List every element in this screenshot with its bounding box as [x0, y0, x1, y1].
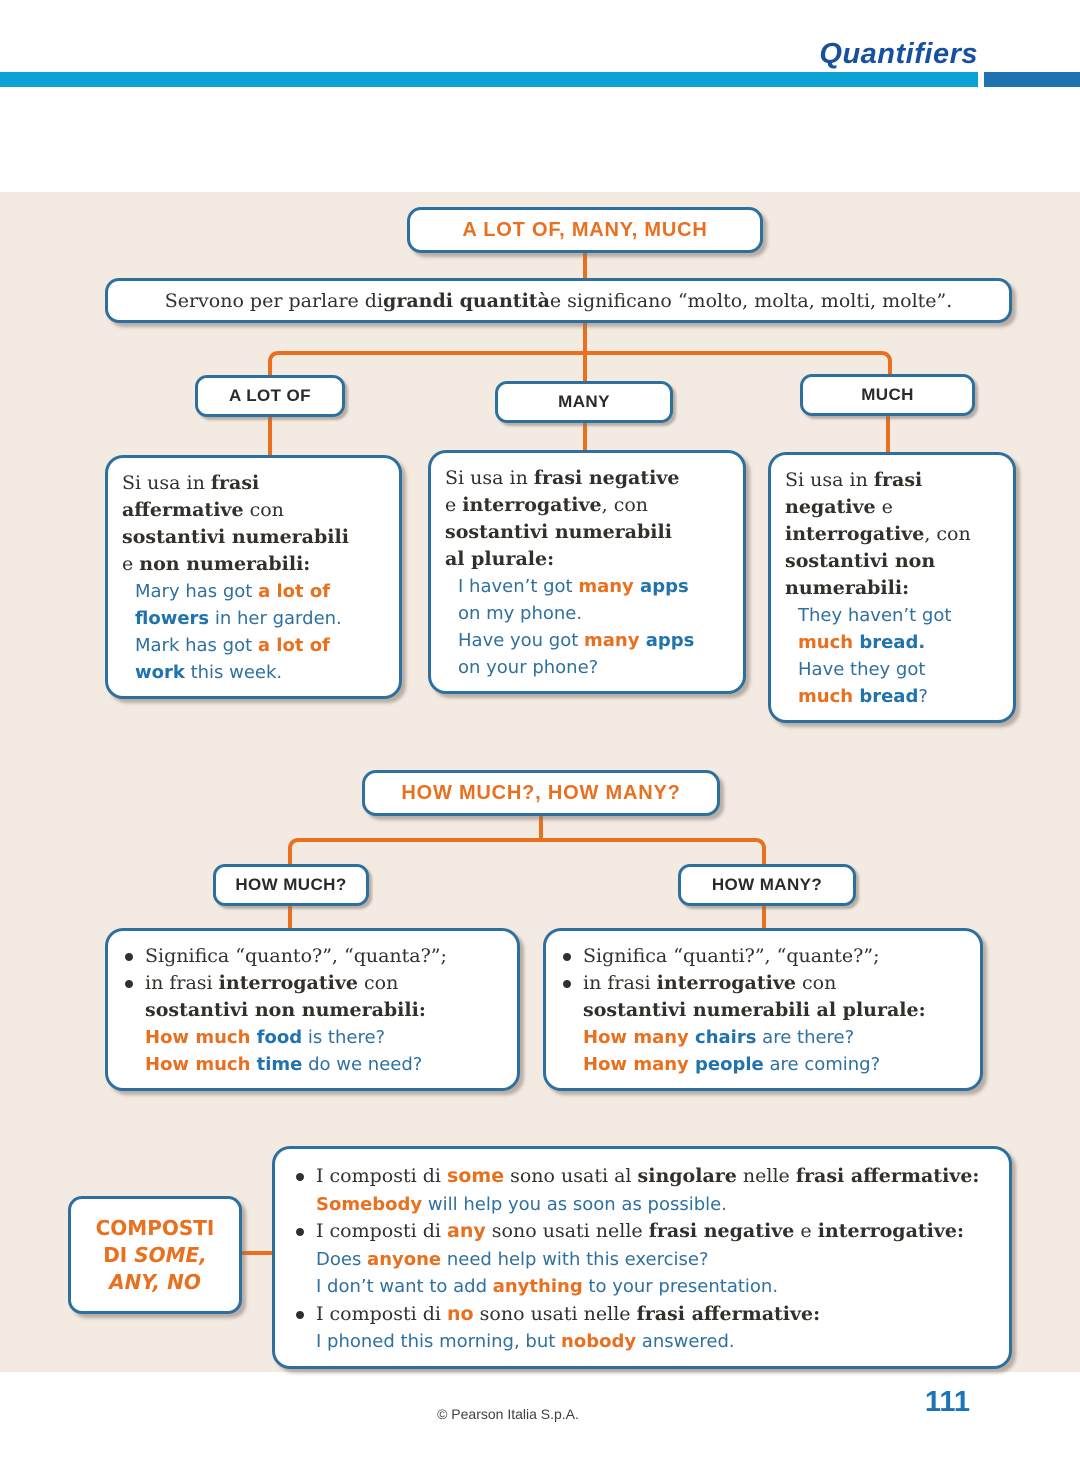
text-segment: chairs [695, 1027, 757, 1048]
text-segment: frasi affermative: [795, 1165, 980, 1187]
branch-label-a-lot-of: A LOT OF [195, 375, 345, 417]
bullet-dot [563, 953, 571, 961]
text-segment: How much [145, 1027, 257, 1048]
connector-line [539, 814, 543, 840]
text-segment: Mary has got [135, 581, 259, 602]
example-line [122, 632, 389, 659]
text-segment: flowers [135, 608, 210, 629]
example-line [122, 578, 389, 605]
branch-label-many: MANY [495, 381, 673, 423]
example-line [785, 683, 1003, 710]
rule-box-a-lot-of [105, 455, 402, 699]
bullet-dot [563, 980, 571, 988]
example-line [122, 659, 389, 686]
connector-rail [268, 351, 892, 377]
rule-line [785, 467, 1003, 494]
connector-line [583, 421, 587, 453]
continuation-line [558, 997, 972, 1024]
text-segment: con [795, 972, 837, 994]
text-segment: Does [316, 1248, 368, 1270]
text-segment: sostantivi numerabili [122, 526, 349, 548]
text-segment: a lot of [258, 581, 331, 602]
example-line [291, 1273, 999, 1301]
text-segment: need help with this exercise? [441, 1248, 709, 1270]
connector-line [583, 251, 587, 280]
text-segment: any [447, 1220, 486, 1242]
text-segment: a lot of [257, 635, 330, 656]
text-segment: interrogative [462, 494, 602, 516]
text-segment: sostantivi numerabili al plurale: [583, 999, 926, 1021]
text-segment: sostantivi numerabili [445, 521, 672, 543]
text-segment: Significa “quanti?”, “quante?”; [583, 945, 880, 967]
text-segment: in frasi [145, 972, 219, 994]
text-segment: bread. [859, 632, 926, 653]
text-segment: SOME, [134, 1242, 207, 1267]
example-line [120, 1024, 509, 1051]
text-segment: some [447, 1165, 505, 1187]
text-segment: nobody [561, 1331, 637, 1352]
text-segment: in her garden. [209, 608, 342, 629]
text-segment: al plurale: [445, 548, 555, 570]
connector-line [762, 904, 766, 930]
header-rule-dark [984, 72, 1080, 87]
text-segment: e [794, 1220, 818, 1242]
example-line [785, 602, 1003, 629]
text-segment: frasi negative [533, 467, 680, 489]
label-line [96, 1215, 215, 1242]
text-segment: e [445, 494, 463, 516]
text-segment: singolare [637, 1165, 737, 1187]
text-segment: , con [601, 494, 649, 516]
text-segment: anything [492, 1276, 583, 1297]
branch-label-how-many: HOW MANY? [678, 864, 856, 906]
text-segment: Somebody [316, 1193, 423, 1215]
rule-box-how-many [543, 928, 983, 1091]
bullet-item [120, 970, 509, 997]
continuation-line [120, 997, 509, 1024]
text-segment: is there? [302, 1027, 386, 1048]
text-segment: , con [924, 523, 971, 545]
text-segment: sono usati nelle [473, 1302, 637, 1325]
text-segment: interrogative [785, 523, 925, 545]
text-segment: answered. [636, 1331, 735, 1352]
label-line [103, 1242, 207, 1269]
page-number: 111 [924, 1386, 970, 1418]
text-segment: interrogative [656, 972, 796, 994]
text-segment: interrogative: [817, 1220, 965, 1242]
bullet-dot [125, 953, 133, 961]
text-segment: many [578, 576, 641, 597]
text-segment: How many [583, 1054, 696, 1075]
text-segment: do we need? [302, 1054, 423, 1075]
text-segment: How much [145, 1054, 257, 1075]
rule-line [785, 494, 1003, 521]
rule-box-much [768, 452, 1016, 723]
bullet-item [558, 943, 972, 970]
example-line [445, 573, 733, 600]
example-line [445, 600, 733, 627]
text-segment: work [135, 662, 185, 683]
text-segment: Have they got [798, 659, 926, 680]
text-segment: COMPOSTI [95, 1215, 215, 1240]
rule-line [122, 470, 389, 497]
section-title-a-lot-of-many-much: A LOT OF, MANY, MUCH [407, 207, 763, 253]
text-segment: I phoned this morning, but [316, 1331, 562, 1352]
example-line [785, 629, 1003, 656]
rule-line [445, 546, 733, 573]
branch-label-much: MUCH [800, 374, 975, 416]
bullet-dot [296, 1173, 304, 1181]
text-segment: I haven’t got [458, 576, 579, 597]
text-segment: ANY, NO [109, 1269, 201, 1294]
text-segment: con [243, 499, 284, 521]
text-segment: grandi quantità [383, 289, 550, 312]
example-line [122, 605, 389, 632]
text-segment: much [798, 632, 860, 653]
bullet-item [120, 943, 509, 970]
text-segment: Significa “quanto?”, “quanta?”; [145, 945, 447, 967]
example-line [120, 1051, 509, 1078]
example-line [291, 1328, 999, 1356]
text-segment: sono usati al [504, 1165, 638, 1187]
text-segment: Servono per parlare di [164, 289, 384, 312]
example-line [291, 1246, 999, 1274]
text-segment: sostantivi non [785, 550, 936, 572]
section-title-how-much-how-many: HOW MUCH?, HOW MANY? [362, 770, 720, 816]
text-segment: time [256, 1054, 303, 1075]
text-segment: Mark has got [135, 635, 258, 656]
text-segment: food [256, 1027, 303, 1048]
connector-line [886, 414, 890, 454]
text-segment: will help you as soon as possible. [422, 1193, 727, 1215]
rule-line [445, 492, 733, 519]
text-segment: I composti di [316, 1220, 448, 1242]
example-line [785, 656, 1003, 683]
example-line [558, 1024, 972, 1051]
rule-box-many [428, 450, 746, 694]
text-segment: no [447, 1302, 474, 1325]
bullet-dot [125, 980, 133, 988]
text-segment: interrogative [218, 972, 358, 994]
text-segment: apps [645, 630, 695, 651]
page-title: Quantifiers [819, 38, 978, 70]
text-segment: sono usati nelle [485, 1220, 649, 1242]
bullet-item [291, 1218, 999, 1246]
text-segment: on your phone? [458, 657, 599, 678]
text-segment: to your presentation. [582, 1276, 779, 1297]
connector-line [240, 1251, 274, 1255]
text-segment: in frasi [583, 972, 657, 994]
bullet-item [291, 1163, 999, 1191]
text-segment: e significano “molto, molta, molti, molte”. [549, 289, 953, 312]
copyright-text: © Pearson Italia S.p.A. [437, 1406, 579, 1422]
text-segment: affermative [122, 499, 244, 521]
rule-line [785, 521, 1003, 548]
text-segment: e [122, 553, 140, 575]
text-segment: are coming? [763, 1054, 881, 1075]
text-segment: Si usa in [785, 469, 874, 491]
text-segment: apps [640, 576, 689, 597]
text-segment: How many [583, 1027, 696, 1048]
text-segment: Have you got [458, 630, 585, 651]
rule-box-compounds [272, 1146, 1012, 1369]
text-segment: this week. [184, 662, 283, 683]
text-segment: con [357, 972, 399, 994]
branch-label-how-much: HOW MUCH? [213, 864, 369, 906]
text-segment: nelle [736, 1165, 796, 1187]
text-segment: I composti di [316, 1165, 448, 1187]
text-segment: on my phone. [458, 603, 583, 624]
text-segment: DI [103, 1242, 135, 1267]
connector-line [288, 904, 292, 930]
text-segment: negative [785, 496, 876, 518]
label-line [109, 1269, 201, 1296]
bullet-dot [296, 1311, 304, 1319]
example-line [445, 654, 733, 681]
text-segment: I don’t want to add [316, 1276, 493, 1297]
rule-line [122, 551, 389, 578]
rule-line [785, 548, 1003, 575]
text-segment: frasi negative [648, 1220, 795, 1242]
connector-rail [288, 838, 766, 864]
example-line [291, 1191, 999, 1219]
connector-line [268, 415, 272, 457]
example-line [445, 627, 733, 654]
bullet-item [558, 970, 972, 997]
example-line [558, 1051, 972, 1078]
text-segment: bread [859, 686, 919, 707]
text-segment: people [695, 1054, 764, 1075]
bullet-item [291, 1301, 999, 1329]
text-segment: Si usa in [122, 472, 211, 494]
bullet-dot [296, 1228, 304, 1236]
text-segment: e [875, 496, 893, 518]
header-rule-light [0, 72, 978, 87]
text-segment: anyone [367, 1248, 442, 1270]
text-segment: sostantivi non numerabili: [145, 999, 426, 1021]
rule-box-how-much [105, 928, 520, 1091]
intro-box [105, 278, 1012, 323]
rule-line [445, 519, 733, 546]
text-segment: Si usa in [445, 467, 534, 489]
rule-line [445, 465, 733, 492]
label-composti-di-some-any-no [68, 1196, 242, 1314]
text-segment: numerabili: [785, 577, 910, 599]
rule-line [122, 497, 389, 524]
text-segment: much [798, 686, 860, 707]
text-segment: I composti di [316, 1302, 448, 1325]
text-segment: frasi [873, 469, 923, 491]
rule-line [785, 575, 1003, 602]
text-segment: ? [918, 686, 928, 707]
rule-line [122, 524, 389, 551]
text-segment: frasi affermative: [636, 1302, 821, 1325]
text-segment: They haven’t got [798, 605, 952, 626]
text-segment: are there? [756, 1027, 855, 1048]
text-segment: many [584, 630, 646, 651]
text-segment: frasi [210, 472, 260, 494]
text-segment: non numerabili: [139, 553, 311, 575]
